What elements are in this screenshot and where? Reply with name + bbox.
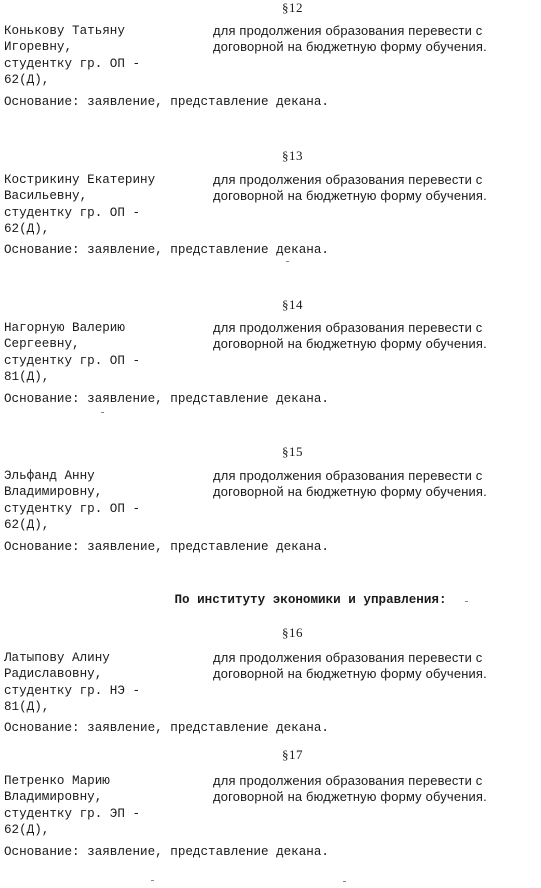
institute-heading: По институту экономики и управления: (174, 593, 447, 607)
section-12-basis: Основание: заявление, представление декана. (4, 95, 329, 109)
section-16-action: для продолжения образования перевести с договорной на бюджетную форму обучения. (213, 650, 487, 682)
section-15-title: §15 (282, 444, 303, 459)
section-15-student: Эльфанд Анну Владимировну, студентку гр. ОП - 62(Д), (4, 469, 141, 532)
section-13-basis: Основание: заявление, представление декана. (4, 243, 329, 257)
section-17-title: §17 (282, 747, 303, 762)
section-17-action: для продолжения образования перевести с договорной на бюджетную форму обучения. (213, 773, 487, 805)
section-15-basis: Основание: заявление, представление декана. (4, 540, 329, 554)
section-17-basis: Основание: заявление, представление декана. (4, 845, 329, 859)
scan-speck (151, 880, 154, 881)
section-14-student: Нагорную Валерию Сергеевну, студентку гр. ОП - 81(Д), (4, 321, 141, 384)
section-14-action: для продолжения образования перевести с договорной на бюджетную форму обучения. (213, 320, 487, 352)
section-12-action: для продолжения образования перевести с договорной на бюджетную форму обучения. (213, 23, 487, 55)
section-16-student: Латыпову Алину Радиславовну, студентку гр. НЭ - 81(Д), (4, 651, 141, 714)
scan-speck (465, 601, 468, 602)
section-14-title: §14 (282, 297, 303, 312)
section-13-action: для продолжения образования перевести с договорной на бюджетную форму обучения. (213, 172, 487, 204)
section-13-student: Кострикину Екатерину Васильевну, студентку гр. ОП - 62(Д), (4, 173, 156, 236)
section-16-basis: Основание: заявление, представление декана. (4, 721, 329, 735)
section-12-title: §12 (282, 0, 303, 15)
section-15-action: для продолжения образования перевести с договорной на бюджетную форму обучения. (213, 468, 487, 500)
section-17-student: Петренко Марию Владимировну, студентку гр. ЭП - 62(Д), (4, 774, 141, 837)
scan-speck (286, 261, 289, 262)
section-12-student: Конькову Татьяну Игоревну, студентку гр. ОП - 62(Д), (4, 24, 141, 87)
scan-speck (101, 412, 104, 413)
section-13-title: §13 (282, 148, 303, 163)
section-16-title: §16 (282, 625, 303, 640)
section-14-basis: Основание: заявление, представление декана. (4, 392, 329, 406)
scan-speck (343, 881, 346, 882)
